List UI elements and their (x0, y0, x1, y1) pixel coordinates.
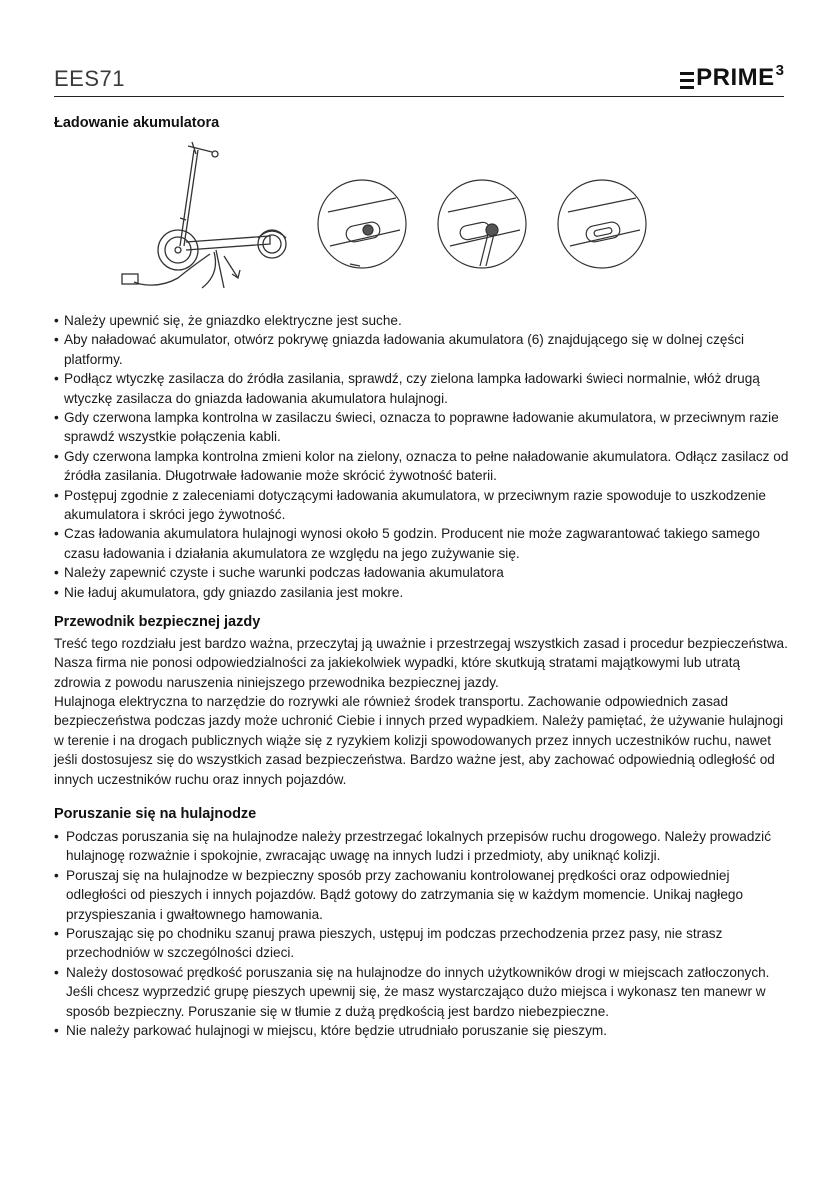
riding-rules-list (54, 827, 789, 1040)
charging-instructions-list (54, 311, 789, 602)
list-item: • Należy upewnić się, że gniazdko elektryczne jest suche. (54, 311, 789, 330)
port-closeup-3-icon (558, 180, 646, 268)
list-item: • Poruszaj się na hulajnodze w bezpieczny sposób przy zachowaniu kontrolowanej prędkości oraz odpowiedniej odległości od pieszych i innych pojazdów. Bądź gotowy do zatrzymania się w każdym momencie. Unikaj nagłego przyspieszania i gwałtownego hamowania. (54, 866, 789, 924)
list-item: • Gdy czerwona lampka kontrolna zmieni kolor na zielony, oznacza to pełne naładowanie akumulatora. Odłącz zasilacz od źródła zasilania. Długotrwałe ładowanie może skrócić żywotność baterii. (54, 447, 789, 486)
port-closeup-2-icon (438, 180, 526, 268)
charging-illustration (120, 138, 680, 298)
section-title-riding: Poruszanie się na hulajnodze (54, 806, 257, 822)
logo-bars-icon (680, 72, 694, 89)
scooter-drawing-icon (122, 142, 286, 288)
section-title-charging: Ładowanie akumulatora (54, 115, 220, 131)
list-item: • Gdy czerwona lampka kontrolna w zasilaczu świeci, oznacza to poprawne ładowanie akumulatora, w przeciwnym razie sprawdź wszystkie połączenia kabli. (54, 408, 789, 447)
safety-paragraph-2: Hulajnoga elektryczna to narzędzie do rozrywki ale również środek transportu. Zachowanie odpowiednich zasad bezpieczeństwa podczas jazdy może uchronić Ciebie i innych przed wypadkiem. Należy pamiętać, że używanie hulajnogi w terenie i na drogach publicznych wiąże się z ryzykiem kolizji spowodowanych przez innych uczestników ruchu, nawet jeśli dostosujesz się do wszystkich zasad bezpieczeństwa. Bardzo ważne jest, aby zachować odpowiednią odległość od innych uczestników ruchu oraz innych pojazdów. (54, 694, 784, 787)
brand-name: PRIME (696, 64, 775, 91)
list-item: • Czas ładowania akumulatora hulajnogi wynosi około 5 godzin. Producent nie może zagwarantować takiego samego czasu ładowania i działania akumulatora ze względu na jego zużywanie się. (54, 524, 789, 563)
section-title-safety-guide: Przewodnik bezpiecznej jazdy (54, 614, 261, 630)
list-item: • Aby naładować akumulator, otwórz pokrywę gniazda ładowania akumulatora (6) znajdującego się w dolnej części platformy. (54, 330, 789, 369)
list-item: • Podłącz wtyczkę zasilacza do źródła zasilania, sprawdź, czy zielona lampka ładowarki świeci normalnie, włóż drugą wtyczkę zasilacza do gniazda ładowania akumulatora hulajnogi. (54, 369, 789, 408)
list-item: • Podczas poruszania się na hulajnodze należy przestrzegać lokalnych przepisów ruchu drogowego. Należy prowadzić hulajnogę rozważnie i spokojnie, zwracając uwagę na innych ludzi i przedmioty, aby uniknąć kolizji. (54, 827, 789, 866)
list-item: • Nie ładuj akumulatora, gdy gniazdo zasilania jest mokre. (54, 583, 789, 602)
brand-superscript: 3 (775, 62, 784, 79)
list-item: • Nie należy parkować hulajnogi w miejscu, które będzie utrudniało poruszanie się pieszym. (54, 1021, 789, 1040)
brand-logo (680, 62, 784, 94)
page-header (54, 62, 784, 97)
list-item: • Poruszając się po chodniku szanuj prawa pieszych, ustępuj im podczas przechodzenia przez pasy, nie strasz przechodniów w szczególności dzieci. (54, 924, 789, 963)
list-item: • Postępuj zgodnie z zaleceniami dotyczącymi ładowania akumulatora, w przeciwnym razie spowoduje to uszkodzenie akumulatora i skróci jego żywotność. (54, 486, 789, 525)
port-closeup-1-icon (318, 180, 406, 268)
safety-paragraph-1: Treść tego rozdziału jest bardzo ważna, przeczytaj ją uważnie i przestrzegaj wszystkich zasad i procedur bezpieczeństwa. Nasza firma nie ponosi odpowiedzialności za jakiekolwiek wypadki, które skutkują stratami majątkowymi lub utratą zdrowia z powodu naruszenia niniejszego przewodnika bezpiecznej jazdy. (54, 636, 788, 690)
list-item: • Należy zapewnić czyste i suche warunki podczas ładowania akumulatora (54, 563, 789, 582)
list-item: • Należy dostosować prędkość poruszania się na hulajnodze do innych użytkowników drogi w miejscach zatłoczonych. Jeśli chcesz wyprzedzić grupę pieszych upewnij się, że masz wystarczająco dużo miejsca i wykonasz ten manewr w sposób bezpieczny. Poruszanie się w tłumie z dużą prędkością jest bardzo niebezpieczne. (54, 963, 789, 1021)
model-number: EES71 (54, 66, 125, 91)
